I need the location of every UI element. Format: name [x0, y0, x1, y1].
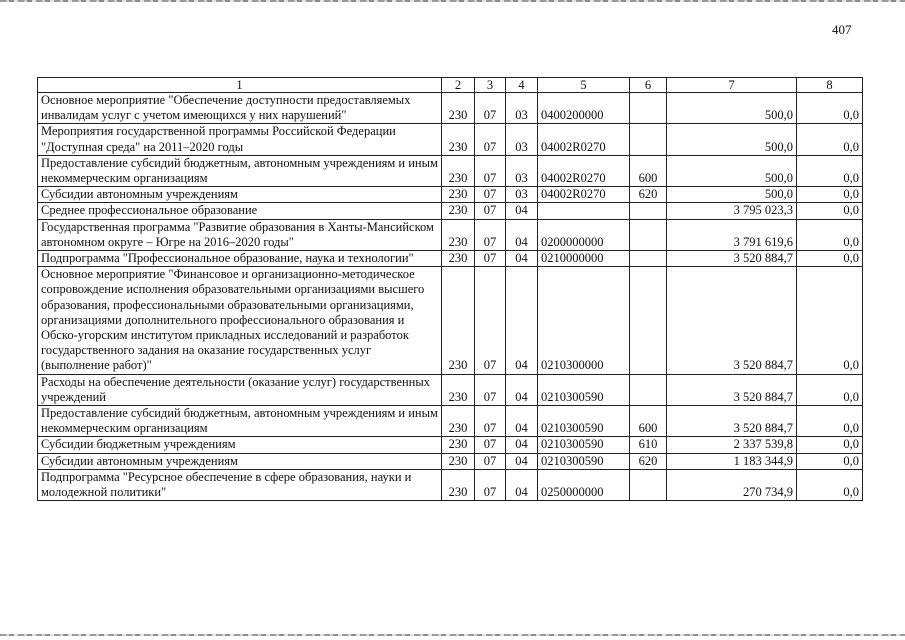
- table-cell: 0210300590: [538, 374, 630, 405]
- table-cell: 0210300590: [538, 406, 630, 437]
- scan-edge-bottom: [0, 634, 905, 636]
- scan-edge-top: [0, 0, 905, 2]
- table-cell: 03: [506, 187, 538, 203]
- table-cell: 07: [475, 93, 506, 124]
- table-cell: 07: [475, 187, 506, 203]
- table-cell: 230: [442, 124, 475, 155]
- table-cell: 0210300590: [538, 437, 630, 453]
- table-cell: 0,0: [797, 124, 863, 155]
- table-cell: 3 520 884,7: [667, 267, 797, 374]
- table-cell: 0,0: [797, 374, 863, 405]
- table-cell: 230: [442, 437, 475, 453]
- row-description: Предоставление субсидий бюджетным, автономным учреждениям и иным некоммерческим организациям: [38, 155, 442, 186]
- table-body: [38, 93, 863, 501]
- table-cell: 600: [630, 155, 667, 186]
- table-cell: 03: [506, 124, 538, 155]
- table-cell: 03: [506, 155, 538, 186]
- table-cell: 230: [442, 374, 475, 405]
- table-cell: 07: [475, 469, 506, 500]
- table-cell: 07: [475, 406, 506, 437]
- table-cell: 1 183 344,9: [667, 453, 797, 469]
- table-cell: 07: [475, 251, 506, 267]
- table-cell: [630, 267, 667, 374]
- table-cell: [630, 203, 667, 219]
- table-row: [38, 406, 863, 437]
- table-row: [38, 93, 863, 124]
- table-cell: 3 520 884,7: [667, 251, 797, 267]
- table-cell: 0,0: [797, 219, 863, 250]
- table-cell: 610: [630, 437, 667, 453]
- table-cell: 07: [475, 155, 506, 186]
- table-cell: 230: [442, 453, 475, 469]
- table-cell: 230: [442, 219, 475, 250]
- row-description: Предоставление субсидий бюджетным, автономным учреждениям и иным некоммерческим организациям: [38, 406, 442, 437]
- row-description: Мероприятия государственной программы Российской Федерации "Доступная среда" на 2011–2020 годы: [38, 124, 442, 155]
- row-description: Государственная программа "Развитие образования в Ханты-Мансийском автономном округе – Югре на 2016–2020 годы": [38, 219, 442, 250]
- table-cell: 07: [475, 203, 506, 219]
- table-cell: 0200000000: [538, 219, 630, 250]
- table-cell: 0,0: [797, 93, 863, 124]
- table-cell: 03: [506, 93, 538, 124]
- row-description: Субсидии автономным учреждениям: [38, 453, 442, 469]
- table-cell: 07: [475, 267, 506, 374]
- table-header-row: [38, 78, 863, 93]
- table-cell: [630, 124, 667, 155]
- table-cell: 0210300590: [538, 453, 630, 469]
- table-cell: [630, 374, 667, 405]
- row-description: Основное мероприятие "Финансовое и организационно-методическое сопровождение исполнения образовательными организациями высшего образования, профессиональными образовательными организациями, организациями дополнительного профессионального образования и Обско-угорским институтом прикладных исследований и разработок государственного задания на оказание государственных услуг (выполнение работ)": [38, 267, 442, 374]
- table-cell: [630, 93, 667, 124]
- table-cell: 07: [475, 453, 506, 469]
- table-cell: 0,0: [797, 469, 863, 500]
- table-cell: 0250000000: [538, 469, 630, 500]
- table-cell: 500,0: [667, 124, 797, 155]
- table-cell: 07: [475, 219, 506, 250]
- table-row: [38, 203, 863, 219]
- table-cell: 230: [442, 155, 475, 186]
- table-cell: 270 734,9: [667, 469, 797, 500]
- table-cell: 0,0: [797, 251, 863, 267]
- table-cell: 3 520 884,7: [667, 406, 797, 437]
- table-cell: 07: [475, 124, 506, 155]
- table-cell: 230: [442, 203, 475, 219]
- table-cell: 07: [475, 437, 506, 453]
- table-row: [38, 469, 863, 500]
- table-row: [38, 374, 863, 405]
- table-row: [38, 267, 863, 374]
- table-cell: 500,0: [667, 187, 797, 203]
- column-header: 7: [667, 78, 797, 93]
- table-cell: 0,0: [797, 155, 863, 186]
- table-cell: 230: [442, 251, 475, 267]
- row-description: Субсидии автономным учреждениям: [38, 187, 442, 203]
- table-cell: 500,0: [667, 155, 797, 186]
- table-cell: 620: [630, 453, 667, 469]
- table-cell: [630, 219, 667, 250]
- table-cell: 500,0: [667, 93, 797, 124]
- column-header: 1: [38, 78, 442, 93]
- table-cell: 0,0: [797, 203, 863, 219]
- table-cell: 04002R0270: [538, 124, 630, 155]
- table-cell: 230: [442, 93, 475, 124]
- row-description: Подпрограмма "Ресурсное обеспечение в сфере образования, науки и молодежной политики": [38, 469, 442, 500]
- table-cell: 620: [630, 187, 667, 203]
- table-cell: 07: [475, 374, 506, 405]
- table-cell: 3 795 023,3: [667, 203, 797, 219]
- table-cell: 04: [506, 406, 538, 437]
- table-row: [38, 155, 863, 186]
- table-row: [38, 251, 863, 267]
- table-cell: 230: [442, 187, 475, 203]
- table-row: [38, 437, 863, 453]
- table-cell: 0,0: [797, 406, 863, 437]
- table-cell: 3 520 884,7: [667, 374, 797, 405]
- table-cell: 3 791 619,6: [667, 219, 797, 250]
- column-header: 2: [442, 78, 475, 93]
- table-cell: 2 337 539,8: [667, 437, 797, 453]
- table-cell: 0210000000: [538, 251, 630, 267]
- table-cell: 04: [506, 437, 538, 453]
- table-cell: [630, 469, 667, 500]
- table-cell: 0,0: [797, 453, 863, 469]
- table-cell: 0400200000: [538, 93, 630, 124]
- page-number: 407: [832, 22, 852, 37]
- table-row: [38, 453, 863, 469]
- column-header: 3: [475, 78, 506, 93]
- row-description: Среднее профессиональное образование: [38, 203, 442, 219]
- table-cell: 0,0: [797, 267, 863, 374]
- table-cell: 04: [506, 267, 538, 374]
- table-cell: 04: [506, 219, 538, 250]
- table-cell: [630, 251, 667, 267]
- column-header: 8: [797, 78, 863, 93]
- row-description: Подпрограмма "Профессиональное образование, наука и технологии": [38, 251, 442, 267]
- table-cell: [538, 203, 630, 219]
- table-row: [38, 124, 863, 155]
- table-cell: 230: [442, 469, 475, 500]
- table-cell: 04: [506, 203, 538, 219]
- table-cell: 04: [506, 374, 538, 405]
- table-cell: 230: [442, 406, 475, 437]
- row-description: Основное мероприятие "Обеспечение доступности предоставляемых инвалидам услуг с учетом имеющихся у них нарушений": [38, 93, 442, 124]
- column-header: 6: [630, 78, 667, 93]
- table-cell: 600: [630, 406, 667, 437]
- table-cell: 0,0: [797, 187, 863, 203]
- table-cell: 0,0: [797, 437, 863, 453]
- column-header: 4: [506, 78, 538, 93]
- budget-table: [37, 77, 863, 501]
- table-cell: 04002R0270: [538, 187, 630, 203]
- table-cell: 04002R0270: [538, 155, 630, 186]
- table-cell: 04: [506, 469, 538, 500]
- row-description: Расходы на обеспечение деятельности (оказание услуг) государственных учреждений: [38, 374, 442, 405]
- table-row: [38, 219, 863, 250]
- table-cell: 0210300000: [538, 267, 630, 374]
- table-cell: 04: [506, 453, 538, 469]
- table-cell: 04: [506, 251, 538, 267]
- table-cell: 230: [442, 267, 475, 374]
- row-description: Субсидии бюджетным учреждениям: [38, 437, 442, 453]
- table-row: [38, 187, 863, 203]
- column-header: 5: [538, 78, 630, 93]
